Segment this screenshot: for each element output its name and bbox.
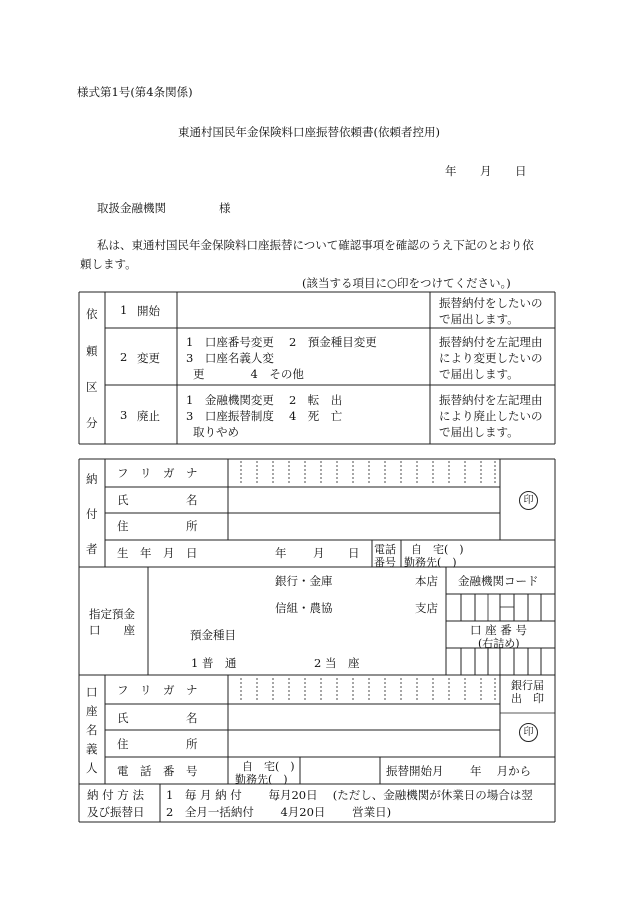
change-options-line-2[interactable]: 3 口座名義人変 bbox=[186, 351, 274, 365]
addressee-label: 取扱金融機関 bbox=[97, 201, 166, 215]
payment-method-label-1: 納 付 方 法 bbox=[87, 788, 144, 802]
payer-address-label: 住 所 bbox=[117, 519, 198, 533]
deposit-option-ordinary[interactable]: 1 普 通 bbox=[191, 656, 237, 670]
bank-section-label-2: 口 座 bbox=[89, 623, 135, 637]
payer-name-label: 氏 名 bbox=[117, 493, 198, 507]
holder-phone-home[interactable]: 自 宅( ) bbox=[242, 760, 295, 773]
addressee-honorific: 様 bbox=[219, 201, 231, 215]
form-number: 様式第1号(第4条関係) bbox=[77, 85, 193, 99]
change-options-line-1[interactable]: 1 口座番号変更 2 預金種目変更 bbox=[186, 335, 377, 349]
request-change-desc-2: により変更したいの bbox=[439, 351, 543, 365]
bank-seal-label-2: 出 印 bbox=[511, 692, 544, 705]
bank-seal-label-1: 銀行届 bbox=[511, 679, 544, 692]
holder-side-char-1: 口 bbox=[86, 685, 98, 699]
request-change-no: 2 bbox=[120, 350, 128, 364]
bank-types[interactable]: 銀行・金庫 bbox=[275, 574, 333, 588]
payer-phone-work[interactable]: 勤務先( ) bbox=[404, 556, 457, 569]
intro-line-1: 私は、東通村国民年金保険料口座振替について確認事項を確認のうえ下記のとおり依 bbox=[97, 238, 534, 252]
payer-phone-home[interactable]: 自 宅( ) bbox=[411, 543, 464, 556]
holder-side-char-2: 座 bbox=[86, 704, 98, 718]
request-start-desc-2: で届出します。 bbox=[439, 312, 519, 326]
payer-name-input[interactable] bbox=[229, 488, 499, 512]
holder-seal-mark: 印 bbox=[519, 723, 538, 742]
holder-furigana-label: フ リ ガ ナ bbox=[117, 683, 198, 697]
account-number-label: 口 座 番 号 bbox=[470, 623, 527, 637]
request-type-side-char-1: 依 bbox=[86, 307, 98, 321]
transfer-start-value[interactable]: 年 月から bbox=[470, 764, 532, 778]
holder-name-label: 氏 名 bbox=[117, 711, 198, 725]
branch-main[interactable]: 本店 bbox=[415, 574, 438, 588]
payer-phone-label-1: 電話 bbox=[374, 543, 396, 556]
request-cancel-no: 3 bbox=[120, 408, 128, 422]
request-type-side-char-3: 区 bbox=[86, 380, 98, 394]
request-start-desc-1: 振替納付をしたいの bbox=[439, 296, 543, 310]
document-title: 東通村国民年金保険料口座振替依頼書(依頼者控用) bbox=[178, 125, 440, 139]
request-start-label[interactable]: 開始 bbox=[137, 304, 160, 318]
request-cancel-desc-1: 振替納付を左記理由 bbox=[439, 393, 543, 407]
holder-side-char-3: 名 bbox=[86, 723, 98, 737]
request-change-label[interactable]: 変更 bbox=[137, 351, 160, 365]
date-month-label: 月 bbox=[480, 164, 492, 178]
holder-furigana-input[interactable] bbox=[229, 677, 499, 703]
deposit-type-label: 預金種目 bbox=[190, 628, 236, 642]
deposit-option-checking[interactable]: 2 当 座 bbox=[314, 656, 360, 670]
payer-birth-day: 日 bbox=[348, 546, 360, 560]
intro-line-2: 頼します。 bbox=[80, 257, 137, 271]
bank-code-label: 金融機関コード bbox=[458, 574, 539, 588]
payer-address-input[interactable] bbox=[229, 514, 499, 539]
date-day-label: 日 bbox=[515, 164, 527, 178]
payer-phone-label-2: 番号 bbox=[374, 556, 396, 569]
holder-phone-work[interactable]: 勤務先( ) bbox=[235, 773, 288, 786]
payer-furigana-input[interactable] bbox=[229, 460, 499, 486]
cancel-options-line-3[interactable]: 取りやめ bbox=[193, 425, 239, 439]
payment-method-label-2: 及び振替日 bbox=[87, 805, 145, 819]
request-cancel-label[interactable]: 廃止 bbox=[137, 409, 160, 423]
payer-side-char-1: 納 bbox=[86, 472, 98, 486]
payer-birth-label: 生 年 月 日 bbox=[117, 546, 198, 560]
holder-side-char-5: 人 bbox=[86, 761, 98, 775]
payer-side-char-3: 者 bbox=[86, 542, 98, 556]
request-start-no: 1 bbox=[120, 303, 128, 317]
payer-side-char-2: 付 bbox=[86, 507, 98, 521]
holder-address-input[interactable] bbox=[229, 731, 499, 756]
cancel-options-line-2[interactable]: 3 口座振替制度 4 死 亡 bbox=[186, 409, 343, 423]
payment-option-monthly[interactable]: 1 毎 月 納 付 毎月20日 (ただし、金融機関が休業日の場合は翌 bbox=[166, 788, 533, 802]
credit-union-types[interactable]: 信組・農協 bbox=[275, 601, 333, 615]
instruction-note: (該当する項目に○印をつけてください。) bbox=[302, 276, 511, 290]
account-number-note: (右詰め) bbox=[478, 637, 520, 650]
request-change-desc-1: 振替納付を左記理由 bbox=[439, 335, 543, 349]
request-cancel-desc-3: で届出します。 bbox=[439, 425, 519, 439]
bank-section-label-1: 指定預金 bbox=[89, 607, 135, 621]
request-type-side-char-4: 分 bbox=[86, 416, 98, 430]
payer-birth-month: 月 bbox=[313, 546, 325, 560]
request-cancel-desc-2: により廃止したいの bbox=[439, 409, 543, 423]
holder-phone-label: 電 話 番 号 bbox=[117, 764, 198, 778]
date-year-label: 年 bbox=[445, 164, 457, 178]
payer-seal-mark: 印 bbox=[519, 491, 538, 510]
transfer-start-label: 振替開始月 bbox=[386, 764, 444, 778]
branch-sub[interactable]: 支店 bbox=[415, 601, 438, 615]
holder-address-label: 住 所 bbox=[117, 737, 198, 751]
request-type-side-char-2: 頼 bbox=[86, 344, 98, 358]
cancel-options-line-1[interactable]: 1 金融機関変更 2 転 出 bbox=[186, 393, 343, 407]
holder-side-char-4: 義 bbox=[86, 742, 98, 756]
holder-name-input[interactable] bbox=[229, 705, 499, 729]
payer-birth-year: 年 bbox=[275, 546, 287, 560]
payer-furigana-label: フ リ ガ ナ bbox=[117, 466, 198, 480]
request-change-desc-3: で届出します。 bbox=[439, 367, 519, 381]
change-options-line-3[interactable]: 更 4 その他 bbox=[193, 367, 304, 381]
payment-option-annual[interactable]: 2 全月一括納付 4月20日 営業日) bbox=[166, 805, 392, 819]
